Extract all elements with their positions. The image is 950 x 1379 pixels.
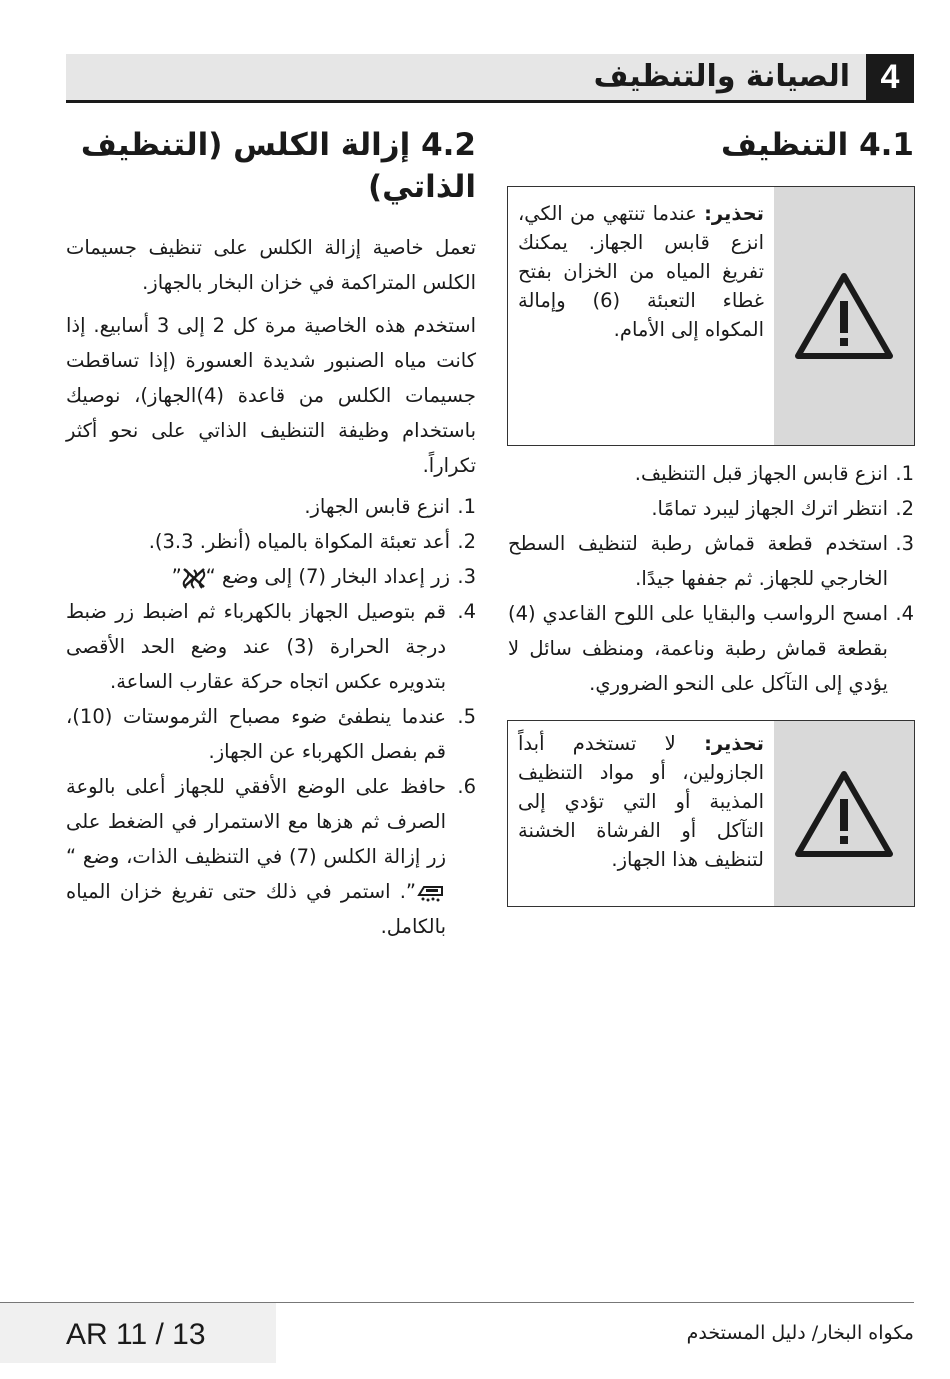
- step-text-suffix: ”: [171, 565, 182, 588]
- list-item: [508, 491, 914, 526]
- step-number: 3.: [895, 532, 914, 555]
- list-item: [66, 524, 476, 559]
- list-item: [508, 526, 914, 596]
- warning-text: [508, 721, 774, 906]
- list-item: [508, 456, 914, 491]
- header-divider: [66, 100, 914, 103]
- step-text: زر إعداد البخار (7) إلى وضع “: [205, 565, 450, 588]
- descale-icon: [416, 883, 446, 903]
- list-item: [508, 596, 914, 701]
- warning-icon-cell: [774, 187, 914, 445]
- warning-triangle-icon: [794, 271, 894, 361]
- step-number: 2.: [457, 530, 476, 553]
- step-number: 3.: [457, 565, 476, 588]
- step-text-suffix: ”. استمر في ذلك حتى تفريغ خزان المياه بالكامل.: [66, 880, 446, 938]
- step-number: 4.: [457, 600, 476, 623]
- warning-icon-cell: [774, 721, 914, 906]
- warning-box-unplug: [507, 186, 915, 446]
- chapter-title: الصيانة والتنظيف: [593, 59, 850, 94]
- descaling-intro: تعمل خاصية إزالة الكلس على تنظيف جسيمات الكلس المتراكمة في خزان البخار بالجهاز.: [66, 236, 476, 294]
- warning-body: عندما تنتهي من الكي، انزع قابس الجهاز. يمكنك تفريغ المياه من الخزان بفتح غطاء التعبئة (6) وإمالة المكواه إلى الأمام.: [518, 202, 764, 341]
- step-number: 1.: [457, 495, 476, 518]
- warning-text: [508, 187, 774, 445]
- warning-label: تحذير:: [704, 202, 764, 225]
- section-title-descaling: 4.2 إزالة الكلس (التنظيف الذاتي): [80, 127, 476, 205]
- step-number: 6.: [457, 775, 476, 798]
- list-item: [66, 699, 476, 769]
- document-title: مكواه البخار/ دليل المستخدم: [686, 1322, 914, 1344]
- step-text: أعد تعبئة المكواة بالمياه (أنظر. 3.3).: [148, 530, 450, 553]
- step-text: حافظ على الوضع الأفقي للجهاز أعلى بالوعة الصرف ثم هزها مع الاستمرار في الضغط على زر إزالة الكلس (7) في التنظيف الذات، وضع “: [66, 775, 446, 868]
- step-number: 1.: [895, 462, 914, 485]
- step-number: 4.: [895, 602, 914, 625]
- step-text: انزع قابس الجهاز قبل التنظيف.: [634, 462, 888, 485]
- descaling-content: [66, 230, 476, 944]
- page-number: AR 11 / 13: [66, 1318, 206, 1351]
- warning-body: لا تستخدم أبداً الجازولين، أو مواد التنظيف المذيبة أو التي تؤدي إلى التآكل أو الفرشاة الخشنة لتنظيف هذا الجهاز.: [518, 732, 764, 871]
- step-text: انتظر اترك الجهاز ليبرد تمامًا.: [651, 497, 888, 520]
- list-item: [66, 489, 476, 524]
- warning-triangle-icon: [794, 769, 894, 859]
- step-text: قم بتوصيل الجهاز بالكهرباء ثم اضبط زر ضبط درجة الحرارة (3) عند وضع الحد الأقصى بتدويره عكس اتجاه حركة عقارب الساعة.: [66, 600, 447, 693]
- list-item: [66, 559, 476, 594]
- step-text: استخدم قطعة قماش رطبة لتنظيف السطح الخارجي للجهاز. ثم جففها جيدًا.: [508, 532, 888, 590]
- step-text: انزع قابس الجهاز.: [304, 495, 450, 518]
- step-number: 5.: [457, 705, 476, 728]
- cleaning-steps: [508, 456, 914, 701]
- warning-label: تحذير:: [704, 732, 764, 755]
- list-item: [66, 769, 476, 944]
- step-text: عندما ينطفئ ضوء مصباح الثرموستات (10)، قم بفصل الكهرباء عن الجهاز.: [66, 705, 446, 763]
- warning-box-no-solvents: [507, 720, 915, 907]
- steam-off-icon: [182, 567, 206, 589]
- section-title-cleaning: 4.1 التنظيف: [720, 127, 914, 163]
- descaling-frequency: استخدم هذه الخاصية مرة كل 2 إلى 3 أسابيع. إذا كانت مياه الصنبور شديدة العسورة (إذا تساقطت جسيمات الكلس من قاعدة (4)الجهاز)، نوصيك باستخدام وظيفة التنظيف الذاتي على نحو أكثر تكراراً.: [66, 314, 476, 477]
- step-text: امسح الرواسب والبقايا على اللوح القاعدي (4) بقطعة قماش رطبة وناعمة، ومنظف سائل لا يؤدي إلى التآكل على النحو الضروري.: [508, 602, 888, 695]
- list-item: [66, 594, 476, 699]
- chapter-number: 4: [866, 54, 914, 100]
- step-number: 2.: [895, 497, 914, 520]
